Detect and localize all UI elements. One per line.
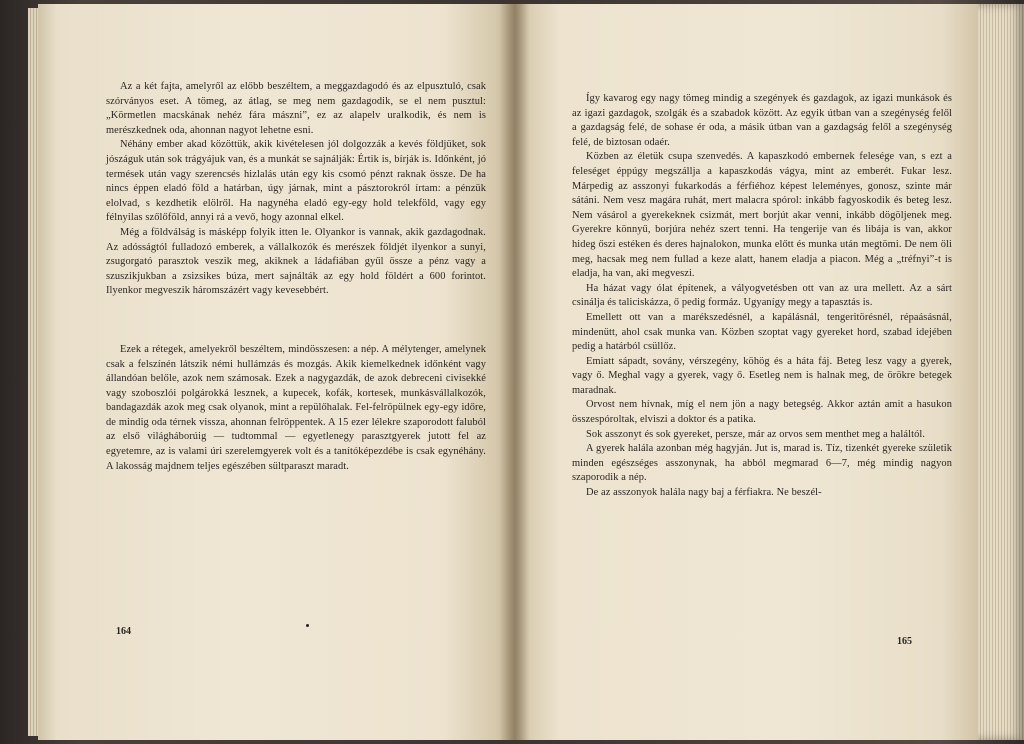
book-gutter (500, 0, 530, 744)
right-paragraph-5: Emiatt sápadt, sovány, vérszegény, köhög és a háta fáj. Beteg lesz vagy a gyerek, vagy ő. Meghal vagy a gyerek, vagy ő. Esetleg nem is halnak meg, de örökre betegek maradnak. (572, 355, 952, 396)
right-paragraph-2: Közben az életük csupa szenvedés. A kapaszkodó embernek felesége van, s ezt a feleséget éppúgy megszállja a kapaszkodás vágya, mint az emberét. Fukar lesz. Márpedig az asszonyi fukarkodás a férfiéhoz képest leleményes, gonosz, szinte már sátáni. Nem vesz magára ruhát, mert malacra spórol: inkább fagyoskodik és beteg lesz. Nem vásárol a gyerekeknek csizmát, mert borjút akar venni, inkább dögöljenek meg. Gyerekre könnyű, borjúra nehéz szert tenni. Ha tengerije van és libája is van, akkor hideg őszi estéken és deres hajnalokon, munka előtt és munka után megtömi. De nem öli meg, hacsak meg nem fullad a keze alatt, hanem eladja a piacon. Még a „tréfnyi”-t is eladja, ha van, aki megveszi. (572, 151, 952, 280)
right-paragraph-7: Sok asszonyt és sok gyereket, persze, már az orvos sem menthet meg a haláltól. (586, 428, 926, 440)
right-page (514, 4, 978, 740)
right-page-edges (978, 4, 1024, 740)
left-page-number: 164 (116, 626, 131, 637)
right-page-number: 165 (897, 636, 912, 647)
right-paragraph-4: Emellett ott van a marékszedésnél, a kapálásnál, tengeritörésnél, répaásásnál, mindenütt, ahol csak munka van. Közben szoptat vagy gyereket hord, szabad idejében pedig a határból csüllőz. (572, 311, 952, 353)
right-paragraph-6: Orvost nem hívnak, míg el nem jön a nagy betegség. Akkor aztán amit a hasukon összespóroltak, elviszi a doktor és a patika. (572, 399, 952, 426)
right-page-text (572, 92, 952, 501)
right-paragraph-8: A gyerek halála azonban még hagyján. Jut is, marad is. Tíz, tizenkét gyereke születik minden egészséges asszonynak, ha abból megmarad 6—7, még mindig nagyon szaporodik a nép. (572, 443, 952, 484)
right-paragraph-1: Így kavarog egy nagy tömeg mindig a szegények és gazdagok, az igazi munkások és az igazi gazdagok, szolgák és a szabadok között. Az egyik útban van a szegénység felől a gazdagság felé, de sohase ér oda, a másik útban van a gazdagság felől a szegénység felé, de biztosan odaér. (572, 93, 952, 148)
left-paragraph-2: Néhány ember akad közöttük, akik kivételesen jól dolgozzák a kevés földjüket, sok jószáguk után sok trágyájuk van, és a munkát se sajnálják: Értik is, bírják is. Időnként, jó termések után vagy szerencsés hizlalás után egy kis csomó pénzt raknak össze. De ha nincs éppen eladó föld a határban, úgy járnak, mint a pásztorokról írtam: a pénzük elolvad, s kezdhetik elölről. Ha nagynéha eladó egy-egy hold telekföld, vagy egy félnyilas szőlőföld, annyi rá a vevő, hogy azonnal elkel. (106, 139, 486, 224)
right-paragraph-9: De az asszonyok halála nagy baj a férfiakra. Ne beszél- (586, 487, 822, 499)
open-book (38, 0, 1024, 744)
left-paragraph-4: Ezek a rétegek, amelyekről beszéltem, mindösszesen: a nép. A mélytenger, amelynek csak a felszínén látszik némi hullámzás és mozgás. Akik kiemelkednek időnként vagy állandóan belőle, azok nem számosak. Ezek a nagygazdák, de azok debreceni civisekké vagy szoboszlói polgárokká lesznek, a kupecek, kofák, kortesek, munkásvállalkozók, bandagazdák azok meg csak olyanok, mint a repülőhalak. Fel-felröpülnek egy-egy időre, de mindig oda térnek vissza, ahonnan felröppentek. A 15 ezer lélekre szaporodott faluból az első világháborúig — tudtommal — egyetlenegy parasztgyerek jutott fel az egyetemre, az is valami úri szerelemgyerek volt és a tanítóképezdébe is csak egynéhány. A lakosság majdnem teljes egészében sültparaszt maradt. (106, 343, 486, 472)
section-break (106, 299, 486, 343)
left-paragraph-1: Az a két fajta, amelyről az előbb beszéltem, a meggazdagodó és az elpusztuló, csak szórványos eset. A tömeg, az átlag, se meg nem gazdagodik, se el nem pusztul: „Körmetlen macskának nehéz fára mászni”, ez az alapelv uralkodik, és nem is merészkednek oda, ahonnan nagyot lehetne esni. (106, 81, 486, 136)
left-page-text (106, 80, 486, 474)
section-dot (306, 624, 309, 627)
left-paragraph-3: Még a földválság is másképp folyik itten le. Olyankor is vannak, akik gazdagodnak. Az adósságtól fulladozó emberek, a vállalkozók és merészek földjét ilyenkor a sunyi, zsugorgató parasztok veszik meg, akiknek a ládafiában gyűl össze a pénz vagy a szuszikjukban a zsizsikes búza, mert sajnálták az egy hold földért a 600 forintot. Ilyenkor megveszik háromszázért vagy kevesebbért. (106, 226, 486, 297)
right-paragraph-3: Ha házat vagy ólat építenek, a vályogvetésben ott van az ura mellett. Az a sárt csinálja és taliciskázza, ő pedig formáz. Ugyanígy megy a tapasztás is. (572, 282, 952, 309)
left-page (38, 4, 514, 740)
